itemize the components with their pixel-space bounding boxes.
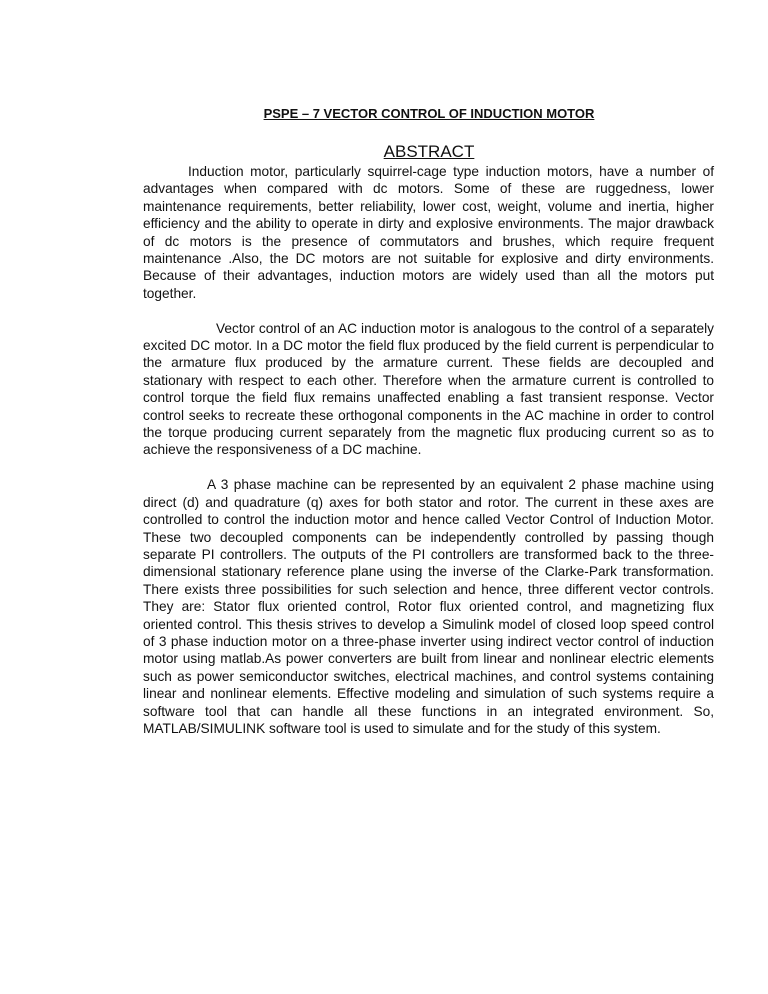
abstract-heading: ABSTRACT [383,142,475,161]
paragraph-1: Induction motor, particularly squirrel-cage type induction motors, have a number of advantages when compared with dc motors. Some of these are ruggedness, lower maintenance requirements, better reliability, lower cost, weight, volume and inertia, higher efficiency and the ability to operate in dirty and explosive environments. The major drawback of dc motors is the presence of commutators and brushes, which require frequent maintenance .Also, the DC motors are not suitable for explosive and dirty environments. Because of their advantages, induction motors are widely used than all the motors put together. [143,164,714,301]
abstract-body [143,163,714,755]
paragraph-3: A 3 phase machine can be represented by an equivalent 2 phase machine using direct (d) and quadrature (q) axes for both stator and rotor. The current in these axes are controlled to control the induction motor and hence called Vector Control of Induction Motor. These two decoupled components can be independently controlled by passing though separate PI controllers. The outputs of the PI controllers are transformed back to the three-dimensional stationary reference plane using the inverse of the Clarke-Park transformation. There exists three possibilities for such selection and hence, three different vector controls. They are: Stator flux oriented control, Rotor flux oriented control, and magnetizing flux oriented control. This thesis strives to develop a Simulink model of closed loop speed control of 3 phase induction motor on a three-phase inverter using indirect vector control of induction motor using matlab.As power converters are built from linear and nonlinear electric elements such as power semiconductor switches, electrical machines, and control systems containing linear and nonlinear elements. Effective modeling and simulation of such systems require a software tool that can handle all these functions in an integrated environment. So, MATLAB/SIMULINK software tool is used to simulate and for the study of this system. [143,477,714,736]
paragraph-2: Vector control of an AC induction motor is analogous to the control of a separately excited DC motor. In a DC motor the field flux produced by the field current is perpendicular to the armature flux produced by the armature current. These fields are decoupled and stationary with respect to each other. Therefore when the armature current is controlled to control torque the field flux remains unaffected enabling a fast transient response. Vector control seeks to recreate these orthogonal components in the AC machine in order to control the torque producing current separately from the magnetic flux producing current so as to achieve the responsiveness of a DC machine. [143,320,714,458]
document-title: PSPE – 7 VECTOR CONTROL OF INDUCTION MOTOR [263,106,595,121]
